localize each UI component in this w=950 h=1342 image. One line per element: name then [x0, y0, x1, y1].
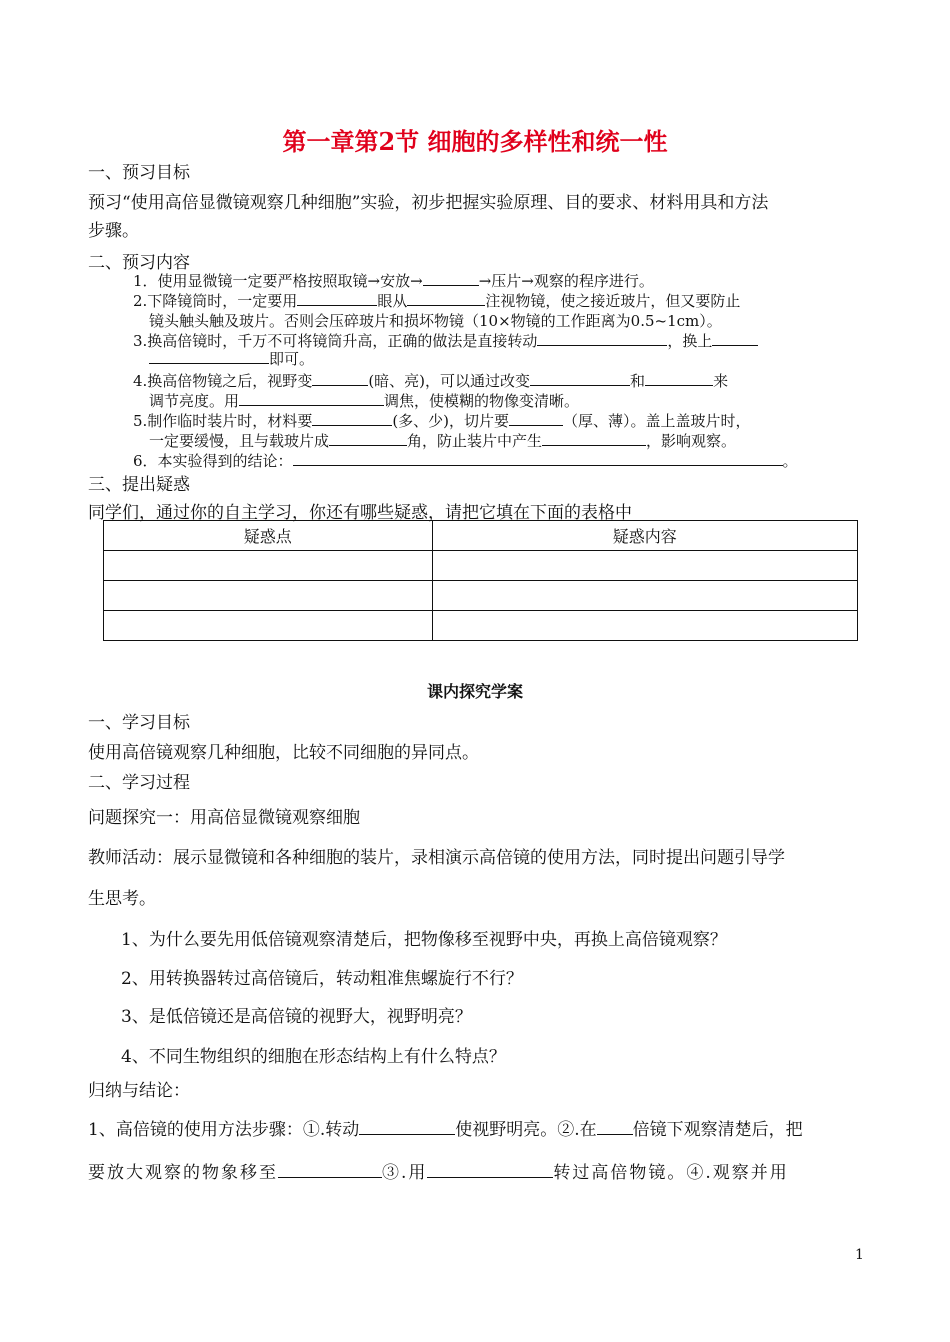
blank[interactable]	[427, 1163, 553, 1178]
blank[interactable]	[359, 1120, 455, 1135]
conclusion-label: 归纳与结论：	[88, 1081, 190, 1101]
blank[interactable]	[423, 271, 479, 286]
item-5-cont: 一定要缓慢，且与载玻片成 角，防止装片中产生 ，影响观察。	[149, 432, 737, 450]
preview-goal-text-line1: 预习“使用高倍显微镜观察几种细胞”实验，初步把握实验原理、目的要求、材料用具和方法	[88, 193, 769, 213]
conclusion-line2: 要放大观察的物象移至 ③.用 转过高倍物镜。④.观察并用	[88, 1163, 789, 1183]
question-2: 2、用转换器转过高倍镜后，转动粗准焦螺旋行不行？	[121, 969, 523, 989]
conclusion-line1: 1、高倍镜的使用方法步骤：①.转动 使视野明亮。②.在 倍镜下观察清楚后，把	[88, 1120, 803, 1140]
table-cell[interactable]	[104, 611, 433, 641]
table-header-cell: 疑惑内容	[432, 521, 857, 551]
question-3: 3、是低倍镜还是高倍镜的视野大，视野明亮？	[121, 1007, 472, 1027]
table-cell[interactable]	[104, 551, 433, 581]
blank[interactable]	[645, 371, 713, 386]
problem-title: 问题探究一：用高倍显微镜观察细胞	[88, 808, 360, 828]
blank[interactable]	[530, 371, 630, 386]
page-number: 1	[855, 1247, 864, 1263]
blank[interactable]	[278, 1163, 382, 1178]
question-4: 4、不同生物组织的细胞在形态结构上有什么特点？	[121, 1047, 506, 1067]
item-1: 1．使用显微镜一定要严格按照取镜→安放→ →压片→观察的程序进行。	[133, 272, 654, 290]
item-2-cont: 镜头触头触及玻片。否则会压碎玻片和损坏物镜（10×物镜的工作距离为0.5~1cm）。	[149, 312, 722, 330]
blank[interactable]	[312, 371, 368, 386]
item-6: 6．本实验得到的结论： 。	[133, 452, 798, 470]
table-header-cell: 疑惑点	[104, 521, 433, 551]
item-3: 3.换高倍镜时，千万不可将镜筒升高，正确的做法是直接转动 ，换上	[133, 331, 758, 351]
blank[interactable]	[239, 391, 384, 406]
section-heading-questions: 三、提出疑惑	[88, 475, 190, 495]
blank[interactable]	[149, 349, 269, 364]
page-title: 第一章第2节 细胞的多样性和统一性	[282, 127, 668, 156]
section-heading-learning-goal: 一、学习目标	[88, 713, 190, 733]
item-2: 2.下降镜筒时，一定要用 眼从 注视物镜，使之接近玻片，但又要防止	[133, 292, 741, 310]
preview-goal-text-line2: 步骤。	[88, 221, 139, 241]
learning-goal-text: 使用高倍镜观察几种细胞，比较不同细胞的异同点。	[88, 743, 479, 763]
table-row	[104, 581, 858, 611]
table-cell[interactable]	[432, 581, 857, 611]
item-5: 5.制作临时装片时，材料要 (多、少)，切片要 （厚、薄）。盖上盖玻片时，	[133, 412, 751, 430]
teacher-activity-line2: 生思考。	[88, 889, 156, 909]
blank[interactable]	[537, 331, 667, 346]
table-row	[104, 551, 858, 581]
blank[interactable]	[329, 431, 407, 446]
item-4: 4.换高倍物镜之后，视野变 (暗、亮)，可以通过改变 和 来	[133, 372, 729, 390]
blank[interactable]	[293, 451, 783, 466]
section-heading-preview-content: 二、预习内容	[88, 253, 190, 273]
questions-table	[103, 520, 858, 641]
blank[interactable]	[509, 411, 563, 426]
table-header-row	[104, 521, 858, 551]
teacher-activity-line1: 教师活动：展示显微镜和各种细胞的装片，录相演示高倍镜的使用方法，同时提出问题引导学	[88, 848, 785, 868]
part-title: 课内探究学案	[426, 682, 523, 701]
question-1: 1、为什么要先用低倍镜观察清楚后，把物像移至视野中央，再换上高倍镜观察？	[121, 930, 727, 950]
blank[interactable]	[712, 331, 758, 346]
blank[interactable]	[407, 291, 485, 306]
table-row	[104, 611, 858, 641]
table-cell[interactable]	[104, 581, 433, 611]
item-3-cont: 即可。	[149, 349, 314, 369]
item-4-cont: 调节亮度。用 调焦，使模糊的物像变清晰。	[149, 392, 580, 410]
questions-intro: 同学们，通过你的自主学习，你还有哪些疑惑，请把它填在下面的表格中	[88, 503, 632, 523]
blank[interactable]	[312, 411, 392, 426]
section-heading-preview-goal: 一、预习目标	[88, 163, 190, 183]
table-cell[interactable]	[432, 611, 857, 641]
blank[interactable]	[597, 1120, 633, 1135]
section-heading-learning-process: 二、学习过程	[88, 773, 190, 793]
blank[interactable]	[542, 431, 646, 446]
blank[interactable]	[297, 291, 377, 306]
table-cell[interactable]	[432, 551, 857, 581]
